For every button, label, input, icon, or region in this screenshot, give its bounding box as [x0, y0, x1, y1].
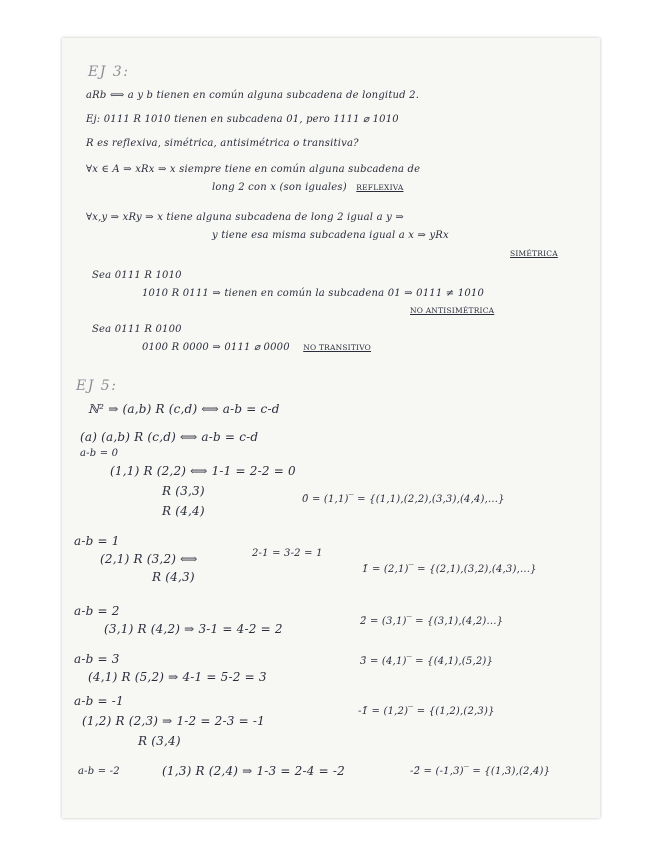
ej3-symmetric-line1: ∀x,y ⇒ xRy ⇒ x tiene alguna subcadena de long 2 igual a y ⇒ — [86, 212, 404, 223]
class-2-line1: (3,1) R (4,2) ⇒ 3-1 = 4-2 = 2 — [104, 622, 283, 636]
class-1-line2: R (4,3) — [152, 570, 195, 584]
ej3-antisym-line2: 1010 R 0111 ⇒ tienen en común la subcadena 01 ⇒ 0111 ≠ 1010 — [142, 288, 485, 299]
ej5-definition: ℕ² ⇒ (a,b) R (c,d) ⟺ a-b = c-d — [88, 402, 280, 416]
class-3-header: a-b = 3 — [74, 652, 120, 666]
class-1-equation: 2-1 = 3-2 = 1 — [252, 548, 323, 559]
ej5-title: EJ 5: — [76, 378, 118, 394]
class-1-line1: (2,1) R (3,2) ⟺ — [100, 552, 198, 566]
class-minus2-header: a-b = -2 — [78, 766, 120, 777]
class-0-line1: (1,1) R (2,2) ⟺ 1-1 = 2-2 = 0 — [110, 464, 296, 478]
class-0-line2: R (3,3) — [162, 484, 205, 498]
reflexive-conclusion: REFLEXIVA — [356, 183, 404, 192]
class-1-set: 1̄ = (2,1)‾ = {(2,1),(3,2),(4,3),...} — [362, 564, 537, 575]
ej3-transitive-line2 — [142, 342, 371, 353]
ej3-question: R es reflexiva, simétrica, antisimétrica o transitiva? — [86, 138, 359, 149]
ej3-reflexive-line1: ∀x ∈ A ⇒ xRx ⇒ x siempre tiene en común alguna subcadena de — [86, 164, 421, 175]
class-1-header: a-b = 1 — [74, 534, 120, 548]
ej5-part-a: (a) (a,b) R (c,d) ⟺ a-b = c-d — [80, 430, 259, 444]
transitive-conclusion: NO TRANSITIVO — [303, 343, 372, 352]
class-minus1-set: -1̄ = (1,2)‾ = {(1,2),(2,3)} — [358, 706, 495, 717]
class-3-set: 3̄ = (4,1)‾ = {(4,1),(5,2)} — [360, 656, 494, 667]
class-2-set: 2̄ = (3,1)‾ = {(3,1),(4,2)...} — [360, 616, 504, 627]
ej3-transitive-expr: 0100 R 0000 ⇒ 0111 ⌀ 0000 — [142, 342, 290, 353]
class-2-header: a-b = 2 — [74, 604, 120, 618]
ej3-example: Ej: 0111 R 1010 tienen en subcadena 01, pero 1111 ⌀ 1010 — [86, 114, 399, 125]
notebook-page — [62, 38, 600, 818]
ej3-definition: aRb ⟺ a y b tienen en común alguna subcadena de longitud 2. — [86, 90, 420, 101]
ej3-title: EJ 3: — [88, 64, 130, 80]
class-minus2-line1: (1,3) R (2,4) ⇒ 1-3 = 2-4 = -2 — [162, 764, 345, 778]
class-3-line1: (4,1) R (5,2) ⇒ 4-1 = 5-2 = 3 — [88, 670, 267, 684]
ej3-antisym-line1: Sea 0111 R 1010 — [92, 270, 182, 281]
ej3-reflexive-line2 — [212, 182, 403, 193]
class-minus1-header: a-b = -1 — [74, 694, 124, 708]
class-0-header: a-b = 0 — [80, 448, 119, 459]
ej3-symmetric-line2: y tiene esa misma subcadena igual a x ⇒ yRx — [212, 230, 449, 241]
class-minus1-line2: R (3,4) — [138, 734, 181, 748]
class-0-set: 0̄ = (1,1)‾ = {(1,1),(2,2),(3,3),(4,4),...} — [302, 494, 505, 505]
class-minus1-line1: (1,2) R (2,3) ⇒ 1-2 = 2-3 = -1 — [82, 714, 265, 728]
class-minus2-set: -2̄ = (-1,3)‾ = {(1,3),(2,4)} — [410, 766, 551, 777]
class-0-line3: R (4,4) — [162, 504, 205, 518]
antisymmetric-conclusion: NO ANTISIMÉTRICA — [410, 306, 495, 315]
ej3-transitive-line1: Sea 0111 R 0100 — [92, 324, 182, 335]
ej3-reflexive-reason: long 2 con x (son iguales) — [212, 182, 347, 193]
symmetric-conclusion: SIMÉTRICA — [510, 249, 558, 258]
